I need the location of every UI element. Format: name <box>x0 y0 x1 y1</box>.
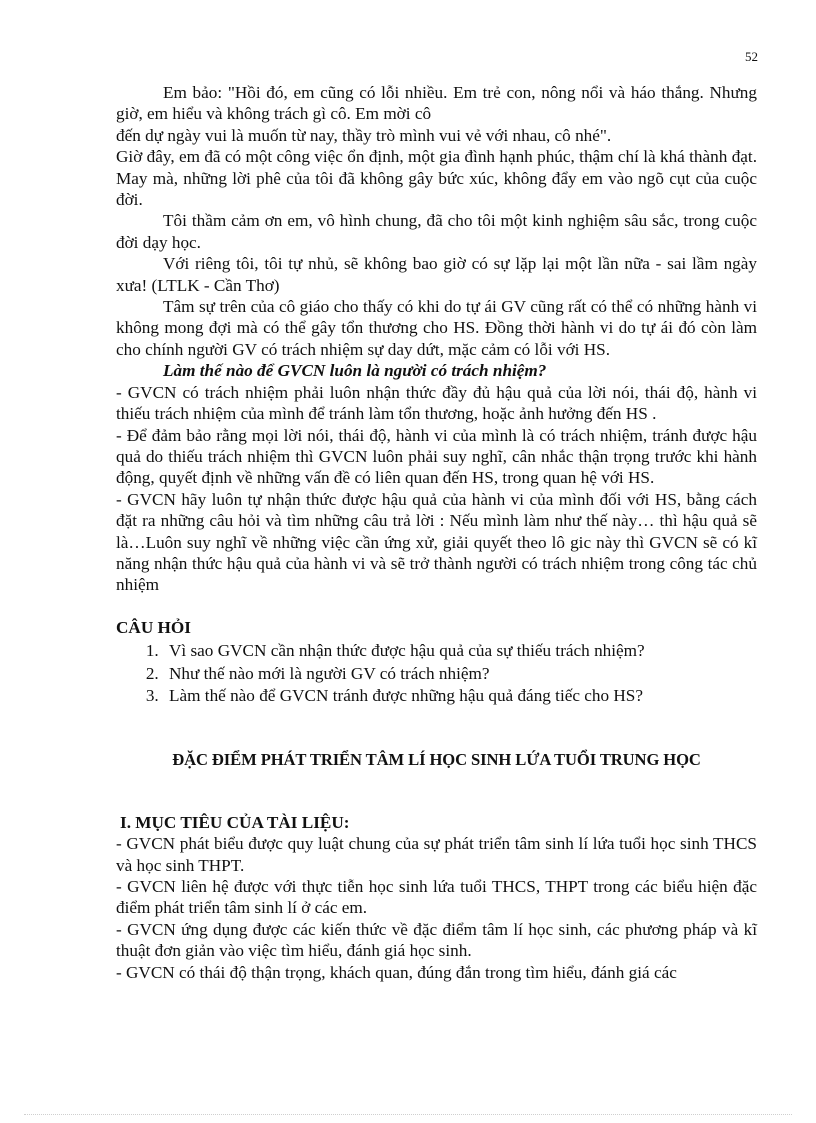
bullet-paragraph: - GVCN có trách nhiệm phải luôn nhận thức đầy đủ hậu quả của lời nói, thái độ, hành vi thiếu trách nhiệm của mình để tránh làm tổn thương, hoặc ảnh hưởng đến HS . <box>116 382 757 424</box>
questions-title: CÂU HỎI <box>116 617 191 637</box>
bullet-paragraph: - GVCN hãy luôn tự nhận thức được hậu quả của hành vi của mình đối với HS, bằng cách đặt ra những câu hỏi và tìm những câu trả lời : Nếu mình làm như thế này… thì hậu quả sẽ là…Luôn suy nghĩ về những việc cần ứng xử, giải quyết theo lô gic này thì GVCN sẽ có kĩ năng nhận thức hậu quả của hành vi và sẽ trở thành người có trách nhiệm trong công tác chủ nhiệm <box>116 489 757 595</box>
objective-paragraph: - GVCN có thái độ thận trọng, khách quan, đúng đắn trong tìm hiểu, đánh giá các <box>116 962 677 982</box>
section-title: ĐẶC ĐIỂM PHÁT TRIỂN TÂM LÍ HỌC SINH LỨA TUỔI TRUNG HỌC <box>172 750 701 770</box>
story-paragraph: Với riêng tôi, tôi tự nhủ, sẽ không bao giờ có sự lặp lại một lần nữa - sai lầm ngày xưa! (LTLK - Cần Thơ) <box>116 254 757 295</box>
story-paragraph: Em bảo: "Hồi đó, em cũng có lỗi nhiều. Em trẻ con, nông nổi và háo thắng. Nhưng giờ, em hiểu và không trách gì cô. Em mời cô <box>116 83 757 124</box>
story-paragraph: Giờ đây, em đã có một công việc ổn định, một gia đình hạnh phúc, thậm chí là khá thành đạt. May mà, những lời phê của tôi đã không gây bức xúc, không đẩy em vào ngõ cụt của cuộc đời. <box>116 147 757 210</box>
objective-paragraph: - GVCN phát biểu được quy luật chung của sự phát triển tâm sinh lí lứa tuổi học sinh THCS và học sinh THPT. <box>116 834 757 875</box>
question-item: 2. Như thế nào mới là người GV có trách nhiệm? <box>163 663 757 684</box>
objective-paragraph: - GVCN liên hệ được với thực tiễn học sinh lứa tuổi THCS, THPT trong các biểu hiện đặc điểm phát triển tâm sinh lí ở các em. <box>116 877 757 918</box>
commentary-paragraph: Tâm sự trên của cô giáo cho thấy có khi do tự ái GV cũng rất có thể có những hành vi không mong đợi mà có thể gây tổn thương cho HS. Đồng thời hành vi do tự ái đó còn làm cho chính người GV có trách nhiệm sự day dứt, mặc cảm có lỗi với HS. <box>116 297 757 359</box>
bullet-paragraph: - Để đảm bảo rằng mọi lời nói, thái độ, hành vi của mình là có trách nhiệm, tránh được hậu quả do thiếu trách nhiệm thì GVCN luôn phải suy nghĩ, cân nhắc thận trọng trước khi hành động, quyết định về những vấn đề có liên quan đến HS, trong quan hệ với HS. <box>116 425 757 488</box>
question-item: 1. Vì sao GVCN cần nhận thức được hậu quả của sự thiếu trách nhiệm? <box>163 640 757 661</box>
page-bottom-divider <box>24 1114 792 1115</box>
story-paragraph: Tôi thầm cảm ơn em, vô hình chung, đã cho tôi một kinh nghiệm sâu sắc, trong cuộc đời dạy học. <box>116 211 757 252</box>
italic-heading: Làm thế nào để GVCN luôn là người có trách nhiệm? <box>163 361 547 381</box>
subsection-title: I. MỤC TIÊU CỦA TÀI LIỆU: <box>120 812 350 832</box>
questions-list <box>116 640 757 706</box>
question-item: 3. Làm thế nào để GVCN tránh được những hậu quả đáng tiếc cho HS? <box>163 685 757 706</box>
page-number: 52 <box>745 49 758 64</box>
objective-paragraph: - GVCN ứng dụng được các kiến thức về đặc điểm tâm lí học sinh, các phương pháp và kĩ thuật đơn giản vào việc tìm hiểu, đánh giá học sinh. <box>116 919 757 961</box>
page-content <box>116 82 757 983</box>
story-paragraph: đến dự ngày vui là muốn từ nay, thầy trò mình vui vẻ với nhau, cô nhé". <box>116 125 612 145</box>
